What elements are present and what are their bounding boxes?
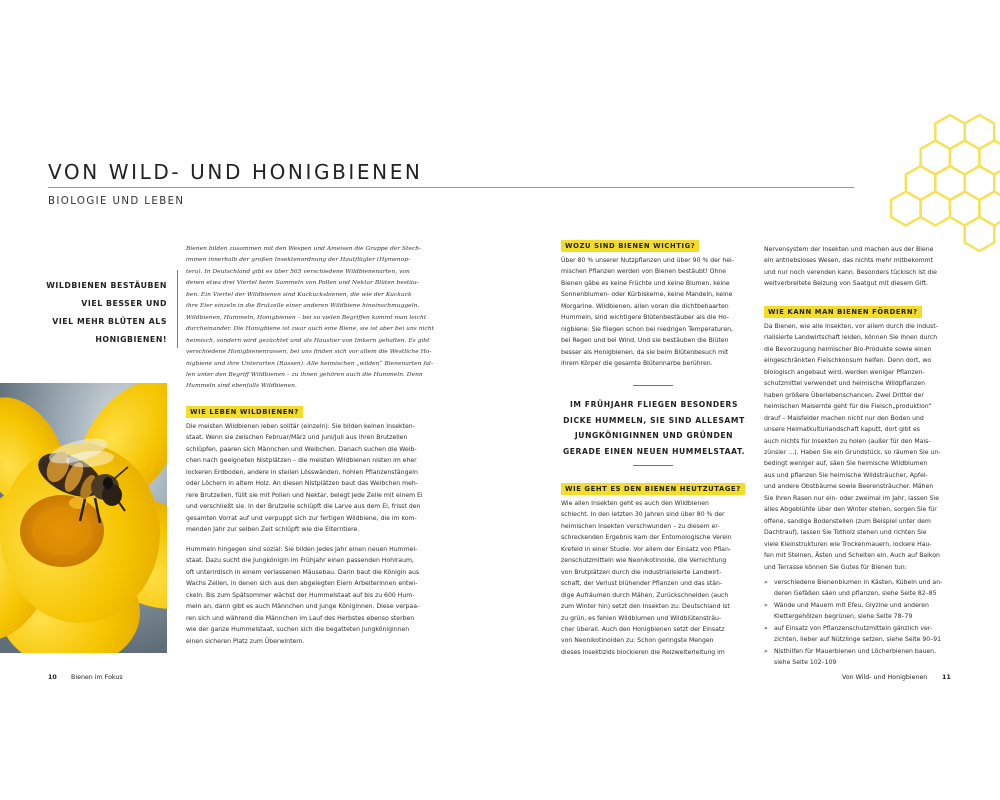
running-footer-right: Von Wild- und Honigbienen xyxy=(842,674,928,681)
list-item xyxy=(764,646,954,669)
pull-quote-rule xyxy=(177,270,178,348)
bullet-marker: » xyxy=(764,624,768,632)
list-item xyxy=(764,600,954,623)
pull-quote-line: VIEL BESSER UND xyxy=(81,299,167,308)
list-item-text: Nisthilfen für Mauerbienen und Löcherbienen bauen, siehe Seite 102–109 xyxy=(774,647,937,667)
hexagon-cell xyxy=(979,192,1000,226)
body-paragraph: Wie allen Insekten geht es auch den Wildbienen schlecht. In den letzten 30 Jahren sind über 80 % der heimischen Insekten verschwunden – zu diesem er- schreckenden Ergebnis kam der Entomologische Verein Krefeld in einer Studie. Vor allem der Einsatz von Pflan- zenschutzmitteln wie Neonikotinoide, die Vernichtung von Brutplätzen durch die industrialisierte Landwirt- schaft, der Verlust blühender Pflanzen und das stän- dige Aufräumen durch Mähen, Zurückschneiden (auch zum Winter hin) setzt den Insekten zu: Deutschland ist zu grün, es fehlen Wildblumen und Wildblütensträu- cher überall. Auch den Honigbienen setzt der Einsatz von Neonikotinoiden zu: Schon geringste Mengen dieses Insektizids blockieren die Reizweiterleitung im xyxy=(561,500,732,656)
pull-quote-left xyxy=(40,277,167,349)
pull-quote-line: VIEL MEHR BLÜTEN ALS xyxy=(52,317,167,326)
body-paragraph: Die meisten Wildbienen leben solitär (einzeln): Sie bilden keinen Insekten- staat. Wenn sie zwischen Februar/März und Juni/Juli aus ihren Brutzellen schlüpfen, paaren sich Männchen und Weibchen. Danach suchen die Weib- chen nach geeigneten Nistplätzen – die meisten Wildbienen nisten im eher lockeren Erdboden, andere in steilen Lösswänden, hohlen Pflanzenstängeln oder Löchern in altem Holz. An diesen Nistplätzen baut das Weibchen meh- rere Brutzellen, füllt sie mit Pollen und Nektar, belegt jede Zelle mit einem Ei und verschließt sie. In der Brutzelle schlüpft die Larve aus dem Ei, frisst den gesamten Vorrat auf und verpuppt sich zur fertigen Wildbiene, die im kom- menden Jahr zur selben Zeit schlüpft wie die Elterntiere. xyxy=(186,423,423,534)
intro-text: Bienen bilden zusammen mit den Wespen und Ameisen die Gruppe der Stech- immen innerhalb der großen Insektenordnung der Hautflügler (Hymenop- tera). In Deutschland gibt es über 565 verschiedene Wildbienenarten, von denen etwa drei Viertel beim Sammeln von Pollen und Nektar Blüten bestäu- ben. Ein Viertel der Wildbienen sind Kuckucksbienen, die wie der Kuckuck ihre Eier einzeln in die Brutzelle einer anderen Wildbiene hineinschmuggeln. Wildbienen, Hummeln, Honigbienen – bei so vielen Begriffen kommt man leicht durcheinander. Die Honigbiene ist zwar auch eine Biene, sie ist aber bei uns nicht heimisch, sondern wird gezüchtet und als Haustier von Imkern gehalten. Es gibt verschiedene Honigbienenrassen, bei uns finden sich vor allem die Westliche Ho- nigbiene und ihre Unterarten (Rassen). Alle heimischen „wilden“ Bienenarten fal- len unter den Begriff Wildbienen – zu ihnen gehören auch die Hummeln. Denn Hummeln sind ebenfalls Wildbienen. xyxy=(186,245,434,390)
page-subtitle: BIOLOGIE UND LEBEN xyxy=(48,196,185,207)
list-item-text: verschiedene Bienenblumen in Kästen, Kübeln und an- deren Gefäßen säen und pflanzen, siehe Seite 82–85 xyxy=(774,579,943,598)
bullet-marker: » xyxy=(764,601,768,609)
hexagon-cell xyxy=(965,217,995,251)
list-item xyxy=(764,577,954,600)
section-heading: WOZU SIND BIENEN WICHTIG? xyxy=(561,240,699,252)
body-paragraph: Nervensystem der Insekten und machen aus der Biene ein antriebsloses Wesen, das nichts mehr mitbekommt und nur noch verenden kann. Besonders tückisch ist die weitverbreitete Beizung von Saatgut mit diesem Gift. xyxy=(764,246,937,288)
running-footer-left: Bienen im Fokus xyxy=(71,674,123,681)
body-paragraph: Über 80 % unserer Nutzpflanzen und über 90 % der hei- mischen Pflanzen werden von Bienen bestäubt! Ohne Bienen gäbe es keine Früchte und keine Blumen, keine Sonnenblumen- oder Kürbiskerne, keine Mandeln, keine Morgarine. Wildbienen, allen voran die dichtbehaarten Hummeln, sind wichtigere Blütenbestäuber als die Ho- nigbiene: Sie fliegen schon bei niedrigen Temperaturen, bei Regen und bei Wind. Und sie bestäuben die Blüten besser als Honigbienen, da sie beim Blütenbesuch mit ihrem Körper die gesamte Blütennarbe berühren. xyxy=(561,257,734,368)
tips-list xyxy=(764,577,954,669)
list-item xyxy=(764,623,954,646)
page-number-right: 11 xyxy=(942,674,951,681)
bee-on-flower-photo xyxy=(0,383,167,653)
bullet-marker: » xyxy=(764,647,768,655)
body-paragraph: Da Bienen, wie alle Insekten, vor allem durch die indust- rialisierte Landwirtschaft leiden, können Sie ihnen durch die Bevorzugung heimischer Bio-Produkte sowie einen eingeschränkten Fleischkonsum helfen. Denn dort, wo biologisch angebaut wird, werden weniger Pflanzen- schutzmittel verwendet und heimische Wildpflanzen haben größere Überlebenschancen. Zwei Drittel der heimischen Maisernte geht für die Fleisch„produktion“ drauf – Maisfelder machen nicht nur den Boden und unsere Heimatkulturlandschaft kaputt, dort gibt es auch nichts für Insekten zu holen (außer für den Mais- zünsler …). Haben Sie ein Grundstück, so räumen Sie un- bedingt weniger auf, säen Sie heimische Wildblumen aus und pflanzen Sie heimische Wildsträucher, Apfel- und andere Obstbäume sowie Beerensträucher. Mähen Sie Ihren Rasen nur ein- oder zweimal im Jahr, lassen Sie alles Abgeblühte über den Winter stehen, sorgen Sie für offene, sandige Bodenstellen (zum Beispiel unter dem Dachtrauf), lassen Sie Totholz stehen und richten Sie viele Kleinstrukturen wie Trockenmauern, lockere Hau- fen mit Steinen, Ästen und Scheiten ein. Auch auf Balkon und Terrasse können Sie Gutes für Bienen tun: xyxy=(764,323,941,571)
body-paragraph: Hummeln hingegen sind sozial: Sie bilden jedes Jahr einen neuen Hummel- staat. Dazu sucht die Jungkönigin im Frühjahr einen passenden Hohlraum, oft unterirdisch in einem verlassenen Mäusebau. Darin baut die Königin aus Wachs Zellen, in denen sich aus den abgelegten Eiern Arbeiterinnen entwi- ckeln. Bis zum Spätsommer wächst der Hummelstaat auf bis zu 600 Hum- meln an, dann gibt es auch Männchen und junge Königinnen. Diese verpaa- ren sich und während die Männchen im Lauf des Herbstes ebenso sterben wie der ganze Hummelstaat, suchen sich die begatteten Jungköniginnen einen sicheren Platz zum Überwintern. xyxy=(186,546,420,645)
pull-quote-center: IM FRÜHJAHR FLIEGEN BESONDERS DICKE HUMMELN, SIE SIND ALLESAMT JUNGKÖNIGINNEN UND GRÜNDEN GERADE EINEN NEUEN HUMMELSTAAT. xyxy=(562,400,746,456)
pull-quote-rule xyxy=(633,385,673,386)
page-number-left: 10 xyxy=(48,674,57,681)
pull-quote-line: WILDBIENEN BESTÄUBEN xyxy=(46,281,167,290)
title-divider xyxy=(48,187,854,188)
bullet-marker: » xyxy=(764,579,768,586)
pull-quote-line: HONIGBIENEN! xyxy=(95,335,167,344)
section-heading: WIE LEBEN WILDBIENEN? xyxy=(186,406,303,418)
page-title: VON WILD- UND HONIGBIENEN xyxy=(48,160,423,184)
pull-quote-rule xyxy=(633,465,673,466)
section-heading: WIE KANN MAN BIENEN FÖRDERN? xyxy=(764,306,922,318)
hexagon-cell xyxy=(891,192,921,226)
hexagon-cell xyxy=(979,141,1000,175)
hexagon-cell xyxy=(921,192,950,226)
section-heading: WIE GEHT ES DEN BIENEN HEUTZUTAGE? xyxy=(561,483,745,495)
honeycomb-decoration xyxy=(868,110,1000,260)
list-item-text: auf Einsatz von Pflanzenschutzmitteln gänzlich ver- zichten, lieber auf Nützlinge setzen, siehe Seite 90–91 xyxy=(774,624,942,644)
list-item-text: Wände und Mauern mit Efeu, Glyzine und anderen Klettergehölzen begrünen, siehe Seite 78–79 xyxy=(774,601,929,621)
